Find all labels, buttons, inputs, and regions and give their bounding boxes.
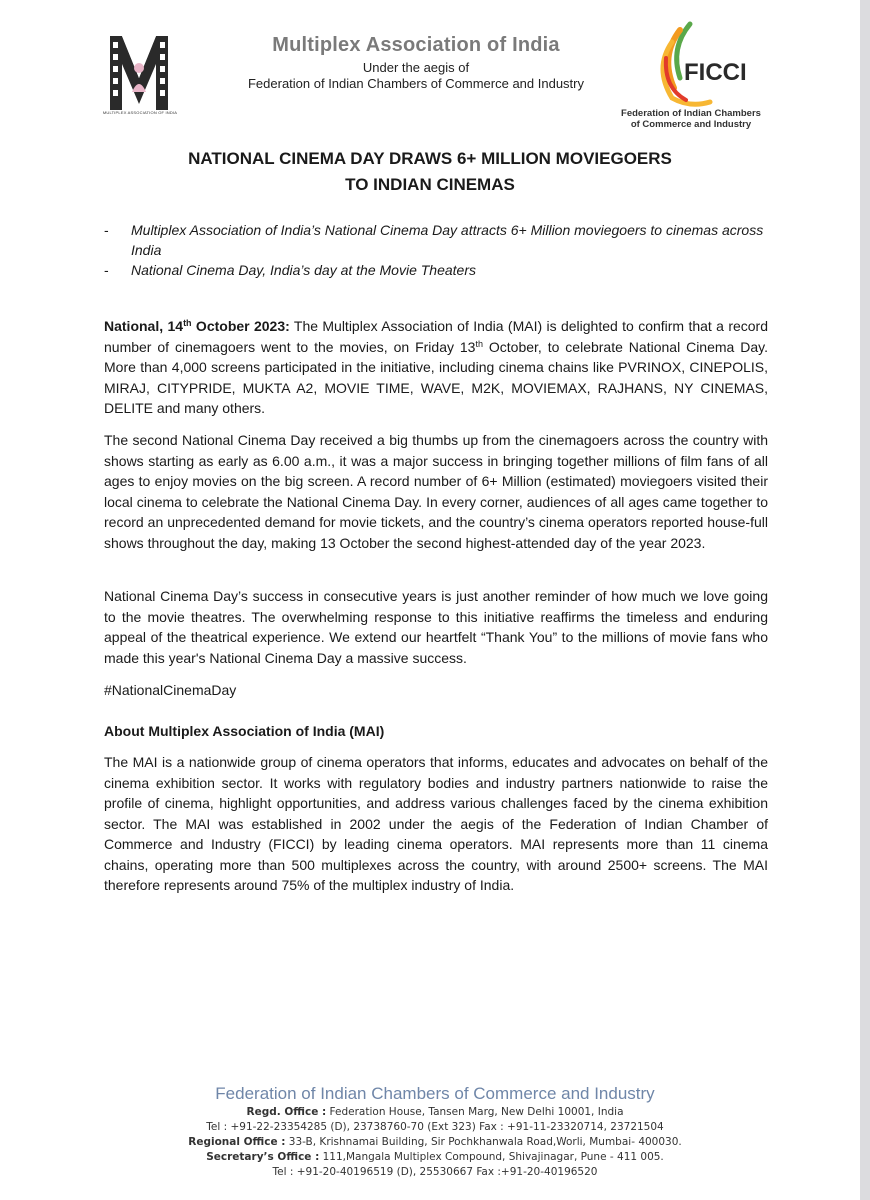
footer-address xyxy=(110,1105,760,1180)
footer-regd-office: Regd. Office : Federation House, Tansen Marg, New Delhi 10001, India xyxy=(246,1106,624,1118)
footer-tel-1: Tel : +91-22-23354285 (D), 23738760-70 (Ext 323) Fax : +91-11-23320714, 23721504 xyxy=(206,1121,664,1133)
dateline: National, 14th October 2023: xyxy=(104,318,290,334)
paragraph-third: National Cinema Day’s success in consecutive years is just another reminder of how much we love going to the movie theatres. The overwhelming response to this initiative reaffirms the timeless and enduring appeal of the theatrical experience. We extend our heartfelt “Thank You” to the millions of movie fans who made this year's National Cinema Day a massive success. xyxy=(104,588,768,666)
letterhead xyxy=(226,34,606,91)
about-heading: About Multiplex Association of India (MAI) xyxy=(104,723,385,739)
list-item xyxy=(104,260,784,280)
page-edge xyxy=(860,0,870,1200)
bullet-text: National Cinema Day, India’s day at the Movie Theaters xyxy=(131,262,476,278)
ficci-caption-line2: of Commerce and Industry xyxy=(630,119,752,130)
bullet-dash: - xyxy=(104,222,109,238)
ficci-caption xyxy=(606,108,776,130)
mai-logo-caption: MULTIPLEX ASSOCIATION OF INDIA xyxy=(102,110,178,115)
mai-logo-icon xyxy=(108,34,170,112)
footer-secretary-office: Secretary’s Office : 111,Mangala Multiplex Compound, Shivajinagar, Pune - 411 005. xyxy=(206,1151,664,1163)
paragraph-intro: National, 14th October 2023: The Multiplex Association of India (MAI) is delighted to confirm that a record number of cinemagoers went to the movies, on Friday 13th October, to celebrate National Cinema Day. More than 4,000 screens participated in the initiative, including cinema chains like PVRINOX, CINEPOLIS, MIRAJ, CITYPRIDE, MUKTA A2, MOVIE TIME, WAVE, M2K, MOVIEMAX, RAJHANS, NY CINEMAS, DELITE and many others. xyxy=(104,318,769,416)
hashtag: #NationalCinemaDay xyxy=(104,682,237,698)
footer-title: Federation of Indian Chambers of Commerce and Industry xyxy=(215,1084,655,1103)
ficci-logo-icon xyxy=(650,18,750,110)
federation-line: Federation of Indian Chambers of Commerce and Industry xyxy=(247,76,584,91)
aegis-line: Under the aegis of xyxy=(362,60,470,75)
title-line1: NATIONAL CINEMA DAY DRAWS 6+ MILLION MOVIEGOERS xyxy=(188,149,672,168)
paragraph-about: The MAI is a nationwide group of cinema operators that informs, educates and advocates on behalf of the cinema exhibition sector. It works with regulatory bodies and industry partners nationwide to raise the profile of cinema, highlight opportunities, and address various challenges faced by the cinema exhibition sector. The MAI was established in 2002 under the aegis of the Federation of Indian Chamber of Commerce and Industry (FICCI) by leading cinema operators. MAI represents more than 11 cinema chains, operating more than 500 multiplexes across the country, with around 2500+ screens. The MAI therefore represents around 75% of the multiplex industry of India. xyxy=(104,754,768,893)
press-release-title xyxy=(60,146,800,198)
highlights-list xyxy=(104,220,784,280)
bullet-dash: - xyxy=(104,262,109,278)
footer-tel-2: Tel : +91-20-40196519 (D), 25530667 Fax :+91-20-40196520 xyxy=(272,1166,598,1178)
paragraph-second: The second National Cinema Day received a big thumbs up from the cinemagoers across the country with shows starting as early as 6.00 a.m., it was a major success in bringing together millions of film fans of all ages to enjoy movies on the big screen. A record number of 6+ Million (estimated) moviegoers visited their local cinema to celebrate the National Cinema Day. In every corner, audiences of all ages came together to record an unprecedented demand for movie tickets, and the country’s cinema operators reported house-full shows throughout the day, making 13 October the second highest-attended day of the year 2023. xyxy=(104,432,768,551)
ficci-caption-line1: Federation of Indian Chambers xyxy=(621,108,761,119)
bullet-text: Multiplex Association of India’s National Cinema Day attracts 6+ Million moviegoers to cinemas across India xyxy=(131,222,764,258)
ficci-logo-text: FICCI xyxy=(684,59,747,86)
org-name: Multiplex Association of India xyxy=(272,34,560,56)
list-item xyxy=(104,220,784,260)
footer-regional-office: Regional Office : 33-B, Krishnamai Building, Sir Pochkhanwala Road,Worli, Mumbai- 400030. xyxy=(188,1136,682,1148)
title-line2: TO INDIAN CINEMAS xyxy=(345,175,515,194)
